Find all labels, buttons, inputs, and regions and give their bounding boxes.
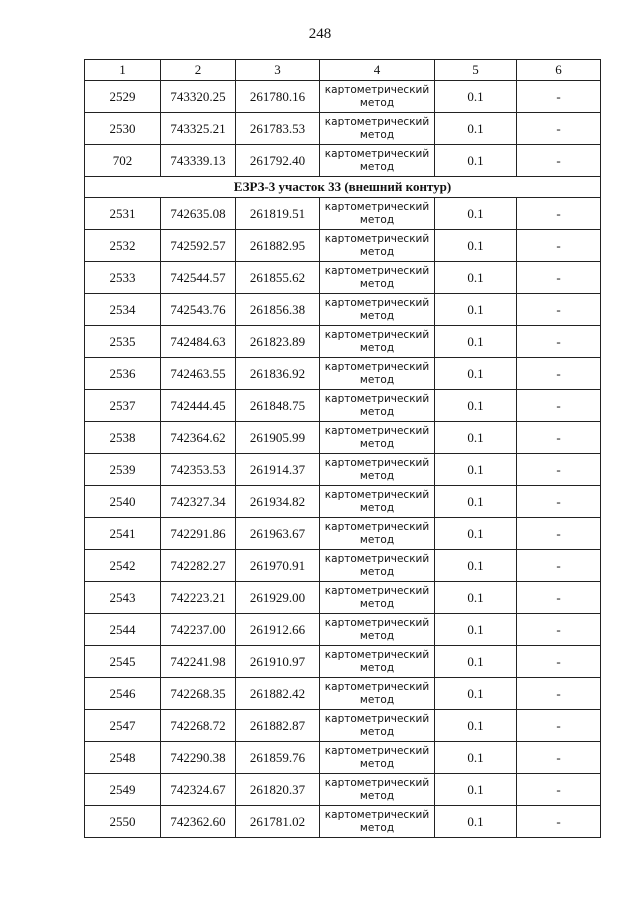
method-line-1: картометрический (324, 744, 430, 757)
method-line-2: метод (359, 661, 395, 674)
point-number-cell: 2534 (85, 294, 161, 326)
method-line-2: метод (359, 96, 395, 109)
method-cell (320, 710, 435, 742)
table-row (85, 486, 601, 518)
point-number-cell: 702 (85, 145, 161, 177)
method-cell (320, 326, 435, 358)
method-line-1: картометрический (324, 488, 430, 501)
method-cell (320, 646, 435, 678)
method-cell (320, 582, 435, 614)
point-number-cell: 2529 (85, 81, 161, 113)
method-line-2: метод (359, 128, 395, 141)
accuracy-cell: 0.1 (435, 518, 517, 550)
y-coordinate-cell: 261780.16 (236, 81, 320, 113)
table-row (85, 422, 601, 454)
table-row (85, 518, 601, 550)
y-coordinate-cell: 261820.37 (236, 774, 320, 806)
x-coordinate-cell: 742362.60 (161, 806, 236, 838)
method-line-1: картометрический (324, 520, 430, 533)
method-line-2: метод (359, 309, 395, 322)
point-number-cell: 2536 (85, 358, 161, 390)
table-row (85, 454, 601, 486)
table-row (85, 358, 601, 390)
method-line-1: картометрический (324, 616, 430, 629)
accuracy-cell: 0.1 (435, 113, 517, 145)
method-line-1: картометрический (324, 776, 430, 789)
accuracy-cell: 0.1 (435, 806, 517, 838)
y-coordinate-cell: 261792.40 (236, 145, 320, 177)
method-cell (320, 390, 435, 422)
method-line-1: картометрический (324, 392, 430, 405)
method-line-1: картометрический (324, 456, 430, 469)
section-row (85, 177, 601, 198)
section-title: ЕЗРЗ-3 участок 33 (внешний контур) (85, 177, 601, 198)
method-line-1: картометрический (324, 808, 430, 821)
note-cell: - (517, 806, 601, 838)
point-number-cell: 2539 (85, 454, 161, 486)
y-coordinate-cell: 261910.97 (236, 646, 320, 678)
coordinates-table (84, 59, 601, 838)
x-coordinate-cell: 742324.67 (161, 774, 236, 806)
point-number-cell: 2541 (85, 518, 161, 550)
x-coordinate-cell: 742463.55 (161, 358, 236, 390)
point-number-cell: 2549 (85, 774, 161, 806)
method-line-2: метод (359, 277, 395, 290)
method-line-2: метод (359, 693, 395, 706)
column-header: 1 (85, 60, 161, 81)
accuracy-cell: 0.1 (435, 390, 517, 422)
method-cell (320, 550, 435, 582)
column-header: 3 (236, 60, 320, 81)
x-coordinate-cell: 742237.00 (161, 614, 236, 646)
note-cell: - (517, 614, 601, 646)
note-cell: - (517, 550, 601, 582)
method-cell (320, 294, 435, 326)
x-coordinate-cell: 743320.25 (161, 81, 236, 113)
x-coordinate-cell: 742223.21 (161, 582, 236, 614)
x-coordinate-cell: 742241.98 (161, 646, 236, 678)
column-header: 4 (320, 60, 435, 81)
y-coordinate-cell: 261882.95 (236, 230, 320, 262)
accuracy-cell: 0.1 (435, 358, 517, 390)
method-line-2: метод (359, 213, 395, 226)
method-line-2: метод (359, 629, 395, 642)
accuracy-cell: 0.1 (435, 582, 517, 614)
point-number-cell: 2542 (85, 550, 161, 582)
method-cell (320, 81, 435, 113)
method-line-2: метод (359, 597, 395, 610)
y-coordinate-cell: 261882.42 (236, 678, 320, 710)
x-coordinate-cell: 743339.13 (161, 145, 236, 177)
table-row (85, 326, 601, 358)
y-coordinate-cell: 261848.75 (236, 390, 320, 422)
x-coordinate-cell: 742635.08 (161, 198, 236, 230)
table-row (85, 614, 601, 646)
method-line-1: картометрический (324, 552, 430, 565)
table-row (85, 113, 601, 145)
x-coordinate-cell: 742484.63 (161, 326, 236, 358)
method-line-2: метод (359, 469, 395, 482)
method-cell (320, 454, 435, 486)
y-coordinate-cell: 261856.38 (236, 294, 320, 326)
y-coordinate-cell: 261934.82 (236, 486, 320, 518)
method-cell (320, 742, 435, 774)
point-number-cell: 2538 (85, 422, 161, 454)
method-line-2: метод (359, 373, 395, 386)
y-coordinate-cell: 261823.89 (236, 326, 320, 358)
x-coordinate-cell: 742291.86 (161, 518, 236, 550)
point-number-cell: 2545 (85, 646, 161, 678)
y-coordinate-cell: 261963.67 (236, 518, 320, 550)
note-cell: - (517, 422, 601, 454)
point-number-cell: 2543 (85, 582, 161, 614)
method-line-1: картометрический (324, 360, 430, 373)
x-coordinate-cell: 742353.53 (161, 454, 236, 486)
method-cell (320, 518, 435, 550)
y-coordinate-cell: 261859.76 (236, 742, 320, 774)
method-line-2: метод (359, 725, 395, 738)
note-cell: - (517, 262, 601, 294)
point-number-cell: 2537 (85, 390, 161, 422)
method-cell (320, 358, 435, 390)
method-cell (320, 113, 435, 145)
accuracy-cell: 0.1 (435, 646, 517, 678)
method-cell (320, 198, 435, 230)
x-coordinate-cell: 742543.76 (161, 294, 236, 326)
accuracy-cell: 0.1 (435, 774, 517, 806)
table-row (85, 198, 601, 230)
table-row (85, 390, 601, 422)
table-row (85, 646, 601, 678)
x-coordinate-cell: 742282.27 (161, 550, 236, 582)
method-line-1: картометрический (324, 680, 430, 693)
point-number-cell: 2533 (85, 262, 161, 294)
column-header: 2 (161, 60, 236, 81)
method-line-1: картометрический (324, 232, 430, 245)
note-cell: - (517, 774, 601, 806)
x-coordinate-cell: 742444.45 (161, 390, 236, 422)
table-row (85, 582, 601, 614)
point-number-cell: 2544 (85, 614, 161, 646)
note-cell: - (517, 145, 601, 177)
accuracy-cell: 0.1 (435, 454, 517, 486)
method-line-1: картометрический (324, 648, 430, 661)
method-cell (320, 614, 435, 646)
note-cell: - (517, 81, 601, 113)
method-line-2: метод (359, 565, 395, 578)
x-coordinate-cell: 742592.57 (161, 230, 236, 262)
method-line-1: картометрический (324, 712, 430, 725)
accuracy-cell: 0.1 (435, 550, 517, 582)
table-row (85, 678, 601, 710)
x-coordinate-cell: 742268.72 (161, 710, 236, 742)
method-line-2: метод (359, 245, 395, 258)
table-row (85, 262, 601, 294)
note-cell: - (517, 678, 601, 710)
table-header-row (85, 60, 601, 81)
y-coordinate-cell: 261781.02 (236, 806, 320, 838)
note-cell: - (517, 518, 601, 550)
note-cell: - (517, 742, 601, 774)
method-line-2: метод (359, 821, 395, 834)
point-number-cell: 2550 (85, 806, 161, 838)
point-number-cell: 2548 (85, 742, 161, 774)
method-cell (320, 262, 435, 294)
y-coordinate-cell: 261819.51 (236, 198, 320, 230)
y-coordinate-cell: 261855.62 (236, 262, 320, 294)
accuracy-cell: 0.1 (435, 230, 517, 262)
method-cell (320, 678, 435, 710)
accuracy-cell: 0.1 (435, 262, 517, 294)
method-cell (320, 774, 435, 806)
note-cell: - (517, 582, 601, 614)
y-coordinate-cell: 261836.92 (236, 358, 320, 390)
method-line-1: картометрический (324, 584, 430, 597)
method-line-2: метод (359, 437, 395, 450)
column-header: 5 (435, 60, 517, 81)
method-line-2: метод (359, 160, 395, 173)
column-header: 6 (517, 60, 601, 81)
x-coordinate-cell: 743325.21 (161, 113, 236, 145)
x-coordinate-cell: 742268.35 (161, 678, 236, 710)
point-number-cell: 2540 (85, 486, 161, 518)
note-cell: - (517, 113, 601, 145)
method-line-2: метод (359, 533, 395, 546)
accuracy-cell: 0.1 (435, 145, 517, 177)
table-row (85, 774, 601, 806)
table-row (85, 710, 601, 742)
accuracy-cell: 0.1 (435, 81, 517, 113)
accuracy-cell: 0.1 (435, 326, 517, 358)
note-cell: - (517, 710, 601, 742)
note-cell: - (517, 646, 601, 678)
x-coordinate-cell: 742364.62 (161, 422, 236, 454)
x-coordinate-cell: 742327.34 (161, 486, 236, 518)
point-number-cell: 2532 (85, 230, 161, 262)
method-line-1: картометрический (324, 264, 430, 277)
page-number: 248 (308, 26, 332, 42)
note-cell: - (517, 294, 601, 326)
method-cell (320, 806, 435, 838)
method-line-2: метод (359, 501, 395, 514)
table-row (85, 294, 601, 326)
y-coordinate-cell: 261912.66 (236, 614, 320, 646)
method-line-1: картометрический (324, 83, 430, 96)
accuracy-cell: 0.1 (435, 678, 517, 710)
y-coordinate-cell: 261929.00 (236, 582, 320, 614)
point-number-cell: 2535 (85, 326, 161, 358)
method-line-1: картометрический (324, 115, 430, 128)
note-cell: - (517, 230, 601, 262)
table-row (85, 742, 601, 774)
y-coordinate-cell: 261783.53 (236, 113, 320, 145)
accuracy-cell: 0.1 (435, 742, 517, 774)
point-number-cell: 2530 (85, 113, 161, 145)
table-row (85, 550, 601, 582)
note-cell: - (517, 358, 601, 390)
method-cell (320, 486, 435, 518)
accuracy-cell: 0.1 (435, 710, 517, 742)
method-line-2: метод (359, 341, 395, 354)
method-line-2: метод (359, 789, 395, 802)
method-line-1: картометрический (324, 200, 430, 213)
method-cell (320, 422, 435, 454)
table-row (85, 230, 601, 262)
y-coordinate-cell: 261882.87 (236, 710, 320, 742)
point-number-cell: 2546 (85, 678, 161, 710)
table-row (85, 806, 601, 838)
table-row (85, 81, 601, 113)
note-cell: - (517, 326, 601, 358)
y-coordinate-cell: 261970.91 (236, 550, 320, 582)
x-coordinate-cell: 742544.57 (161, 262, 236, 294)
note-cell: - (517, 454, 601, 486)
note-cell: - (517, 198, 601, 230)
method-line-1: картометрический (324, 328, 430, 341)
method-line-1: картометрический (324, 147, 430, 160)
accuracy-cell: 0.1 (435, 422, 517, 454)
method-cell (320, 230, 435, 262)
method-cell (320, 145, 435, 177)
method-line-2: метод (359, 405, 395, 418)
note-cell: - (517, 390, 601, 422)
x-coordinate-cell: 742290.38 (161, 742, 236, 774)
accuracy-cell: 0.1 (435, 486, 517, 518)
accuracy-cell: 0.1 (435, 198, 517, 230)
point-number-cell: 2547 (85, 710, 161, 742)
accuracy-cell: 0.1 (435, 614, 517, 646)
note-cell: - (517, 486, 601, 518)
method-line-1: картометрический (324, 424, 430, 437)
method-line-1: картометрический (324, 296, 430, 309)
method-line-2: метод (359, 757, 395, 770)
point-number-cell: 2531 (85, 198, 161, 230)
y-coordinate-cell: 261914.37 (236, 454, 320, 486)
y-coordinate-cell: 261905.99 (236, 422, 320, 454)
table-row (85, 145, 601, 177)
accuracy-cell: 0.1 (435, 294, 517, 326)
